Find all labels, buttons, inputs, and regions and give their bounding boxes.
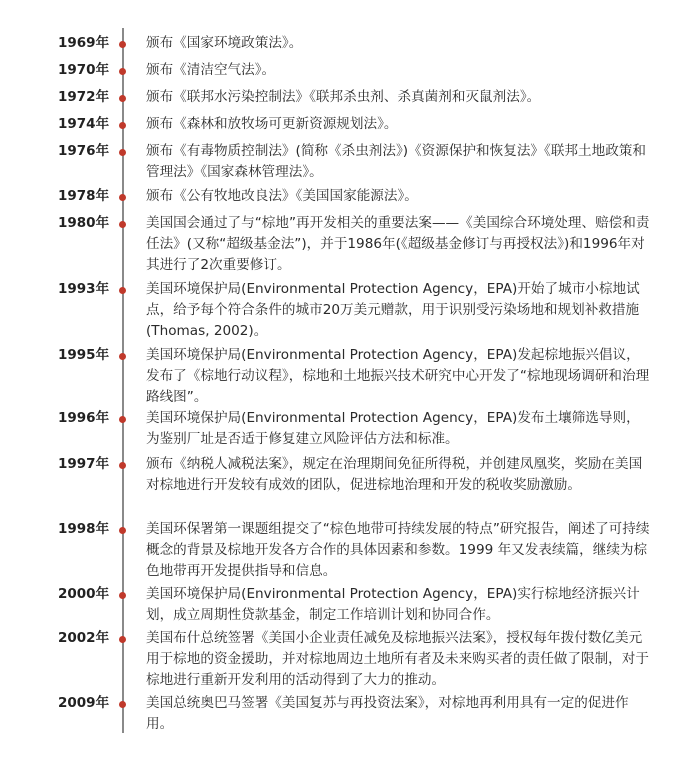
timeline-description: 颁布《国家环境政策法》。 bbox=[146, 35, 303, 51]
timeline-year: 1974年 bbox=[58, 116, 110, 132]
timeline-dot-icon bbox=[119, 636, 126, 643]
timeline-dot-icon bbox=[119, 353, 126, 360]
timeline-description: 美国总统奥巴马签署《美国复苏与再投资法案》，对棕地再利用具有一定的促进作用。 bbox=[146, 695, 629, 732]
timeline-year: 2002年 bbox=[58, 630, 110, 646]
timeline-dot-icon bbox=[119, 68, 126, 75]
timeline-dot-icon bbox=[119, 462, 126, 469]
timeline-year: 2009年 bbox=[58, 695, 110, 711]
timeline-description: 美国环境保护局(Environmental Protection Agency，EPA)发起棕地振兴倡议，发布了《棕地行动议程》，棕地和土地振兴技术研究中心开发了“棕地现场调研和治理路线图”。 bbox=[146, 347, 650, 405]
timeline-description: 美国国会通过了与“棕地”再开发相关的重要法案——《美国综合环境处理、赔偿和责任法》(又称“超级基金法”)，并于1986年(《超级基金修订与再授权法》)和1996年对其进行了2次重要修订。 bbox=[146, 215, 650, 273]
timeline-description: 美国环保署第一课题组提交了“棕色地带可持续发展的特点”研究报告，阐述了可持续概念的背景及棕地开发各方合作的具体因素和参数。1999 年又发表续篇，继续为棕色地带再开发提供指导和信息。 bbox=[146, 521, 650, 579]
timeline-dot-icon bbox=[119, 592, 126, 599]
timeline-dot-icon bbox=[119, 41, 126, 48]
timeline-description: 颁布《公有牧地改良法》《美国国家能源法》。 bbox=[146, 188, 418, 204]
timeline-dot-icon bbox=[119, 527, 126, 534]
timeline-description: 美国环境保护局(Environmental Protection Agency，EPA)开始了城市小棕地试点，给予每个符合条件的城市20万美元赠款，用于识别受污染场地和规划补救措施(Thomas, 2002)。 bbox=[146, 281, 640, 339]
timeline-year: 1997年 bbox=[58, 456, 110, 472]
timeline-year: 1995年 bbox=[58, 347, 110, 363]
timeline-dot-icon bbox=[119, 287, 126, 294]
timeline-description: 颁布《森林和放牧场可更新资源规划法》。 bbox=[146, 116, 398, 132]
timeline-dot-icon bbox=[119, 95, 126, 102]
timeline-year: 1972年 bbox=[58, 89, 110, 105]
timeline-description: 颁布《联邦水污染控制法》《联邦杀虫剂、杀真菌剂和灭鼠剂法》。 bbox=[146, 89, 541, 105]
timeline-dot-icon bbox=[119, 701, 126, 708]
timeline-dot-icon bbox=[119, 416, 126, 423]
timeline-description: 颁布《有毒物质控制法》(简称《杀虫剂法》)《资源保护和恢复法》《联邦土地政策和管理法》《国家森林管理法》。 bbox=[146, 143, 646, 180]
timeline-year: 1976年 bbox=[58, 143, 110, 159]
timeline-dot-icon bbox=[119, 221, 126, 228]
timeline-dot-icon bbox=[119, 194, 126, 201]
timeline-year: 1980年 bbox=[58, 215, 110, 231]
timeline-year: 1978年 bbox=[58, 188, 110, 204]
timeline-year: 1969年 bbox=[58, 35, 110, 51]
timeline-description: 美国环境保护局(Environmental Protection Agency，EPA)发布土壤筛选导则，为鉴别厂址是否适于修复建立风险评估方法和标准。 bbox=[146, 410, 640, 447]
timeline-axis-line bbox=[122, 28, 124, 733]
timeline-dot-icon bbox=[119, 149, 126, 156]
timeline-description: 颁布《清洁空气法》。 bbox=[146, 62, 276, 78]
timeline-description: 美国布什总统签署《美国小企业责任减免及棕地振兴法案》，授权每年拨付数亿美元用于棕地的资金援助，并对棕地周边土地所有者及未来购买者的责任做了限制，对于棕地进行重新开发利用的活动得到了大力的推动。 bbox=[146, 630, 649, 688]
timeline-description: 美国环境保护局(Environmental Protection Agency，EPA)实行棕地经济振兴计划，成立周期性贷款基金，制定工作培训计划和协同合作。 bbox=[146, 586, 640, 623]
timeline-year: 1993年 bbox=[58, 281, 110, 297]
timeline-dot-icon bbox=[119, 122, 126, 129]
timeline-year: 1998年 bbox=[58, 521, 110, 537]
timeline-year: 2000年 bbox=[58, 586, 110, 602]
timeline-year: 1970年 bbox=[58, 62, 110, 78]
timeline-description: 颁布《纳税人减税法案》，规定在治理期间免征所得税，并创建凤凰奖，奖励在美国对棕地进行开发较有成效的团队，促进棕地治理和开发的税收奖励激励。 bbox=[146, 456, 643, 493]
timeline-year: 1996年 bbox=[58, 410, 110, 426]
